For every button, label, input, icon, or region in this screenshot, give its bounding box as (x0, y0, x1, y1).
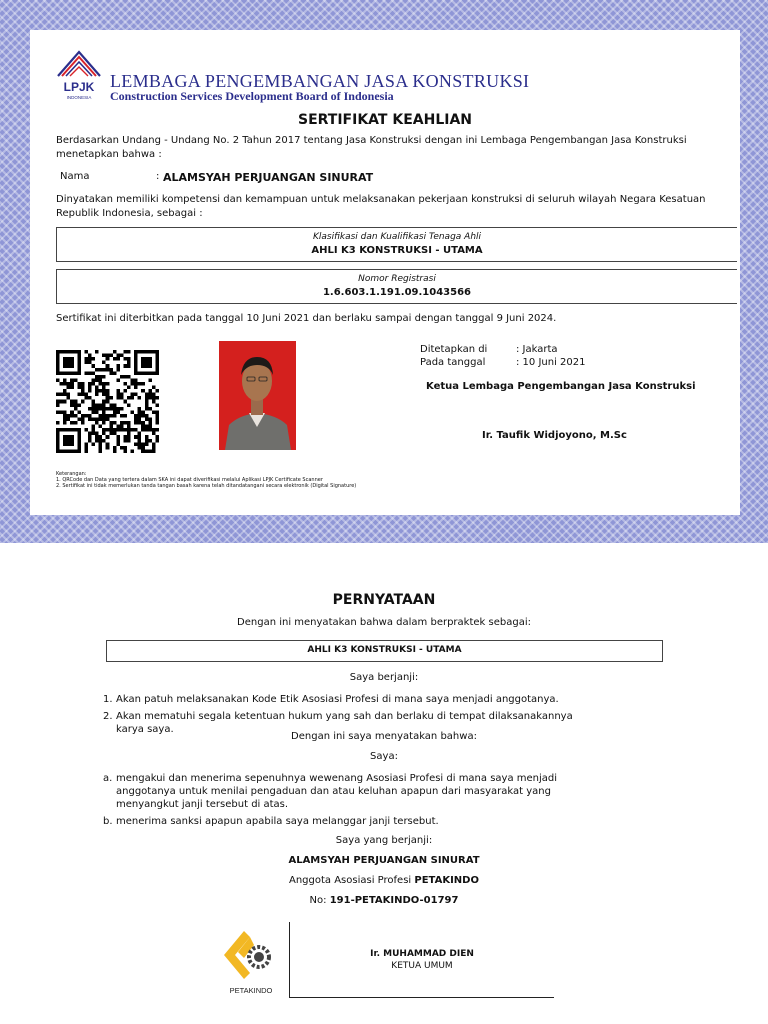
certificate-title: SERTIFIKAT KEAHLIAN (298, 112, 472, 128)
classification-box (56, 227, 737, 262)
org-name: LEMBAGA PENGEMBANGAN JASA KONSTRUKSI (110, 71, 530, 91)
statement-signer-name: ALAMSYAH PERJUANGAN SINURAT (288, 855, 480, 866)
notes-title: Keterangan: (56, 471, 87, 477)
member-number-line (0, 895, 768, 906)
signature-divider-vertical (289, 922, 290, 997)
lpjk-logo-icon (54, 42, 104, 104)
statement-title: PERNYATAAN (332, 592, 436, 608)
promise-heading: Saya berjanji: (349, 672, 419, 683)
qr-code-icon (56, 350, 159, 453)
intro-text: Berdasarkan Undang - Undang No. 2 Tahun 2017 tentang Jasa Konstruksi dengan ini Lembaga Pengembangan Jasa Konstruksi menetapkan bahwa : (56, 135, 687, 160)
list-text: mengakui dan menerima sepenuhnya wewenang Asosiasi Profesi di mana saya menjadi anggotanya untuk menilai pengaduan dan atau keluhan apapun dari masyarakat yang menyangkut janji tersebut di atas. (116, 773, 558, 810)
list-marker: b. (103, 816, 113, 827)
certificate-sheet (30, 30, 740, 515)
chair-role: KETUA UMUM (391, 961, 453, 971)
declare-sub: Saya: (370, 751, 398, 762)
statement-role-value: AHLI K3 KONSTRUKSI - UTAMA (307, 645, 462, 655)
chair-name: Ir. MUHAMMAD DIEN (370, 949, 474, 959)
list-item (103, 815, 583, 828)
list-marker: 1. (103, 694, 113, 705)
signer-heading: Saya yang berjanji: (335, 835, 433, 846)
name-label: Nama (60, 171, 90, 182)
note-1: 1. QRCode dan Data yang tertera dalam SKA ini dapat diverifikasi melalui Aplikasi LPJK Certificate Scanner (56, 477, 323, 483)
registration-caption: Nomor Registrasi (358, 274, 436, 284)
note-2: 2. Sertifikat ini tidak memerlukan tanda tangan basah karena telah ditandatangani secara elektronik (Digital Signature) (56, 483, 357, 489)
statement-intro: Dengan ini menyatakan bahwa dalam berpraktek sebagai: (237, 617, 531, 628)
declare-heading: Dengan ini saya menyatakan bahwa: (291, 731, 477, 742)
petakindo-logo-text: PETAKINDO (229, 986, 273, 995)
declaration-list (103, 772, 583, 832)
name-colon: : (156, 171, 160, 182)
issued-date-label: Pada tanggal (420, 357, 486, 368)
registration-value: 1.6.603.1.191.09.1043566 (322, 287, 472, 298)
logo-text: LPJK (63, 80, 95, 94)
declaration-text: Dinyatakan memiliki kompetensi dan kemampuan untuk melaksanakan pekerjaan konstruksi di seluruh wilayah Negara Kesatuan Republik Indonesia, sebagai : (56, 194, 706, 219)
petakindo-logo-icon (220, 925, 282, 997)
issued-date-value: : 10 Juni 2021 (516, 357, 586, 368)
list-text: Akan patuh melaksanakan Kode Etik Asosiasi Profesi di mana saya menjadi anggotanya. (116, 694, 559, 705)
registration-box (56, 269, 737, 304)
list-marker: 2. (103, 711, 113, 722)
signature-divider-horizontal (289, 997, 554, 998)
list-item (103, 772, 583, 811)
notes (56, 471, 356, 489)
member-number-prefix: No: (309, 895, 327, 906)
org-subtitle: Construction Services Development Board of Indonesia (110, 89, 394, 103)
member-association: PETAKINDO (414, 875, 479, 886)
signer-name: Ir. Taufik Widjoyono, M.Sc (482, 430, 627, 441)
statement-role-box (106, 640, 663, 662)
logo-subtext: INDONESIA (66, 95, 92, 100)
issued-at-value: : Jakarta (516, 344, 558, 355)
list-text: Akan mematuhi segala ketentuan hukum yang sah dan berlaku di tempat dilaksanakannya karya saya. (116, 711, 573, 735)
member-line (0, 875, 768, 886)
holder-name: ALAMSYAH PERJUANGAN SINURAT (163, 171, 374, 184)
list-text: menerima sanksi apapun apabila saya melanggar janji tersebut. (116, 816, 439, 827)
classification-value: AHLI K3 KONSTRUKSI - UTAMA (311, 245, 483, 256)
signer-role: Ketua Lembaga Pengembangan Jasa Konstruksi (426, 381, 696, 392)
list-marker: a. (103, 773, 113, 784)
member-number: 191-PETAKINDO-01797 (329, 895, 459, 906)
issued-at-label: Ditetapkan di (420, 344, 488, 355)
holder-photo (219, 341, 296, 450)
classification-caption: Klasifikasi dan Kualifikasi Tenaga Ahli (312, 232, 482, 242)
list-item (103, 693, 583, 706)
validity-text: Sertifikat ini diterbitkan pada tanggal 10 Juni 2021 dan berlaku sampai dengan tanggal 9 Juni 2024. (56, 313, 557, 324)
member-prefix: Anggota Asosiasi Profesi (289, 875, 412, 886)
